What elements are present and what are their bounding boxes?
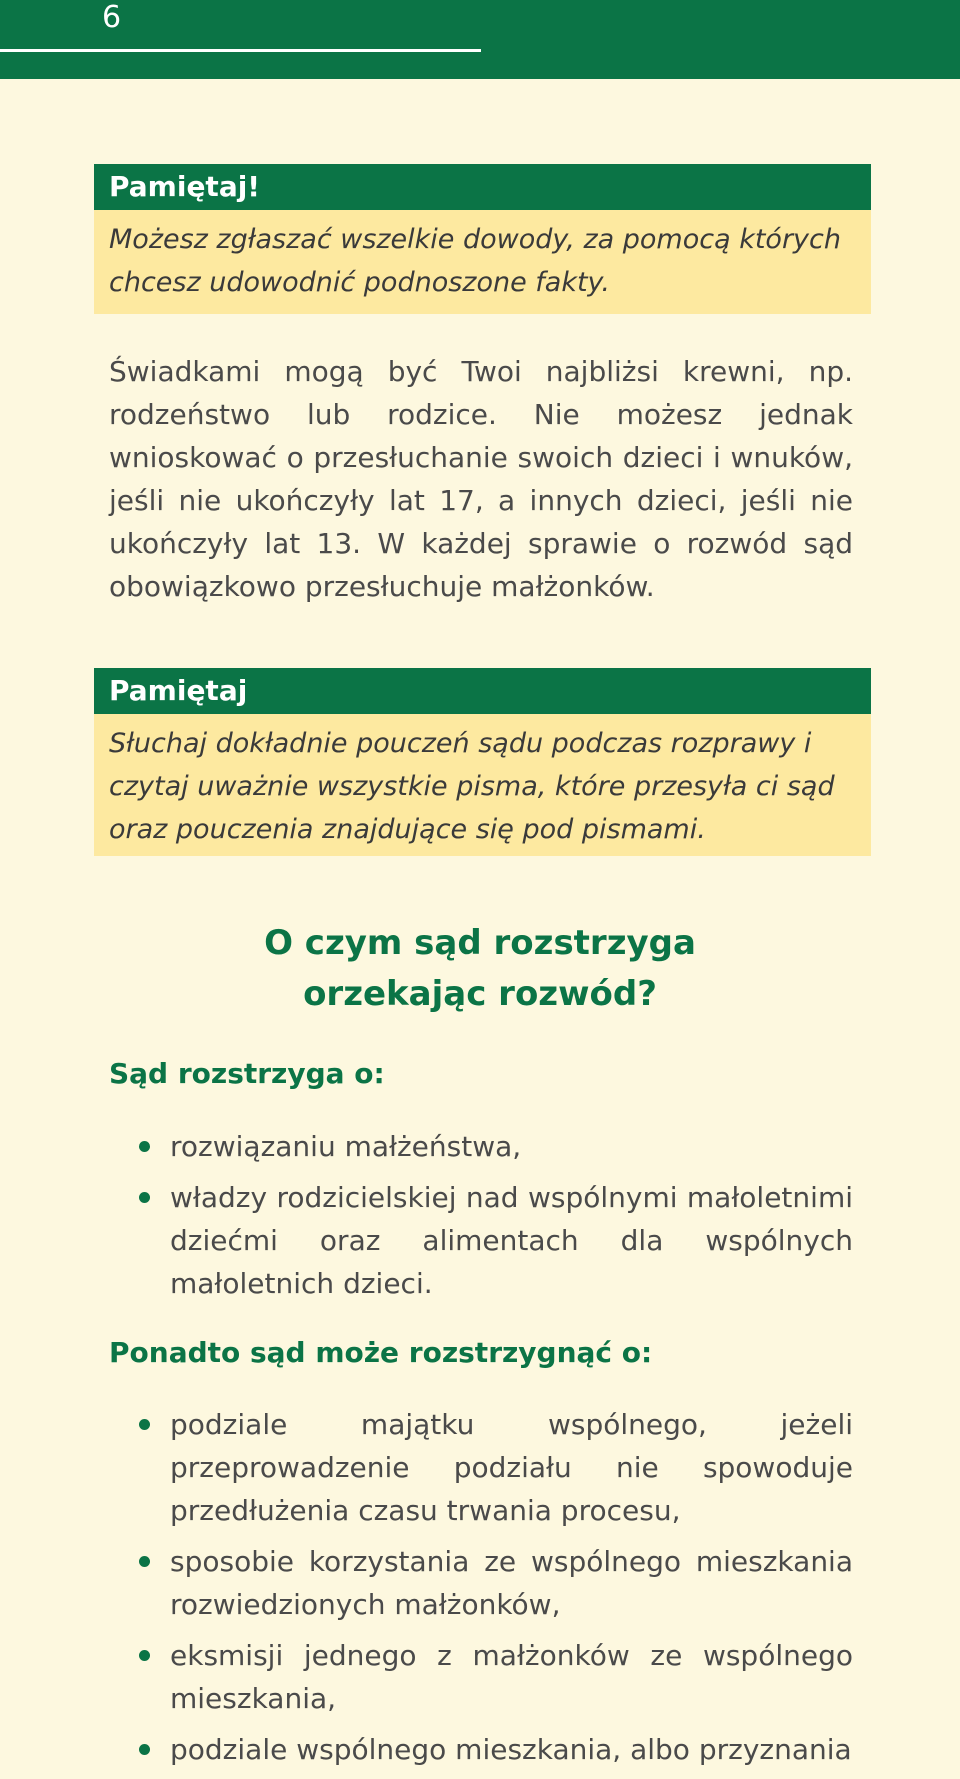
section-heading-line2: orzekając rozwód?: [303, 974, 657, 1014]
note-text: Słuchaj dokładnie pouczeń sądu podczas rozprawy i czytaj uważnie wszystkie pisma, które przesyła ci sąd oraz pouczenia znajdujące się pod pismami.: [109, 728, 835, 845]
list-court-decides: [109, 1125, 853, 1313]
bullet-icon: [139, 1650, 150, 1661]
header-bar: [0, 0, 960, 79]
bullet-icon: [139, 1192, 150, 1203]
section-heading: [190, 918, 770, 1020]
note-title: Pamiętaj: [94, 668, 871, 714]
list-item: sposobie korzystania ze wspólnego mieszkania rozwiedzionych małżonków,: [109, 1540, 853, 1626]
list-item: eksmisji jednego z małżonków ze wspólnego mieszkania,: [109, 1634, 853, 1720]
section-heading-line1: O czym sąd rozstrzyga: [264, 923, 696, 963]
list-court-may-decide: [109, 1403, 853, 1779]
bullet-icon: [139, 1556, 150, 1567]
bullet-icon: [139, 1419, 150, 1430]
list-item: władzy rodzicielskiej nad wspólnymi małoletnimi dziećmi oraz alimentach dla wspólnych małoletnich dzieci.: [109, 1176, 853, 1305]
note-box-remember: [94, 164, 871, 314]
note-box-instructions: [94, 668, 871, 856]
header-rule: [0, 49, 481, 52]
note-title: Pamiętaj!: [94, 164, 871, 210]
subheading-court-decides: Sąd rozstrzyga o:: [109, 1057, 385, 1090]
bullet-icon: [139, 1744, 150, 1755]
list-item: rozwiązaniu małżeństwa,: [109, 1125, 853, 1168]
witness-paragraph: Świadkami mogą być Twoi najbliżsi krewni, np. rodzeństwo lub rodzice. Nie możesz jednak wnioskować o przesłuchanie swoich dzieci i wnuków, jeśli nie ukończyły lat 17, a innych dzieci, jeśli nie ukończyły lat 13. W każdej sprawie o rozwód sąd obowiązkowo przesłuchuje małżonków.: [109, 355, 853, 603]
subheading-court-may-decide: Ponadto sąd może rozstrzygnąć o:: [109, 1336, 653, 1369]
list-item: podziale wspólnego mieszkania, albo przyznania: [109, 1728, 853, 1771]
note-text: Możesz zgłaszać wszelkie dowody, za pomocą których chcesz udowodnić podnoszone fakty.: [109, 224, 841, 298]
page-number: 6: [102, 0, 122, 35]
list-item: podziale majątku wspólnego, jeżeli przeprowadzenie podziału nie spowoduje przedłużenia czasu trwania procesu,: [109, 1403, 853, 1532]
bullet-icon: [139, 1141, 150, 1152]
